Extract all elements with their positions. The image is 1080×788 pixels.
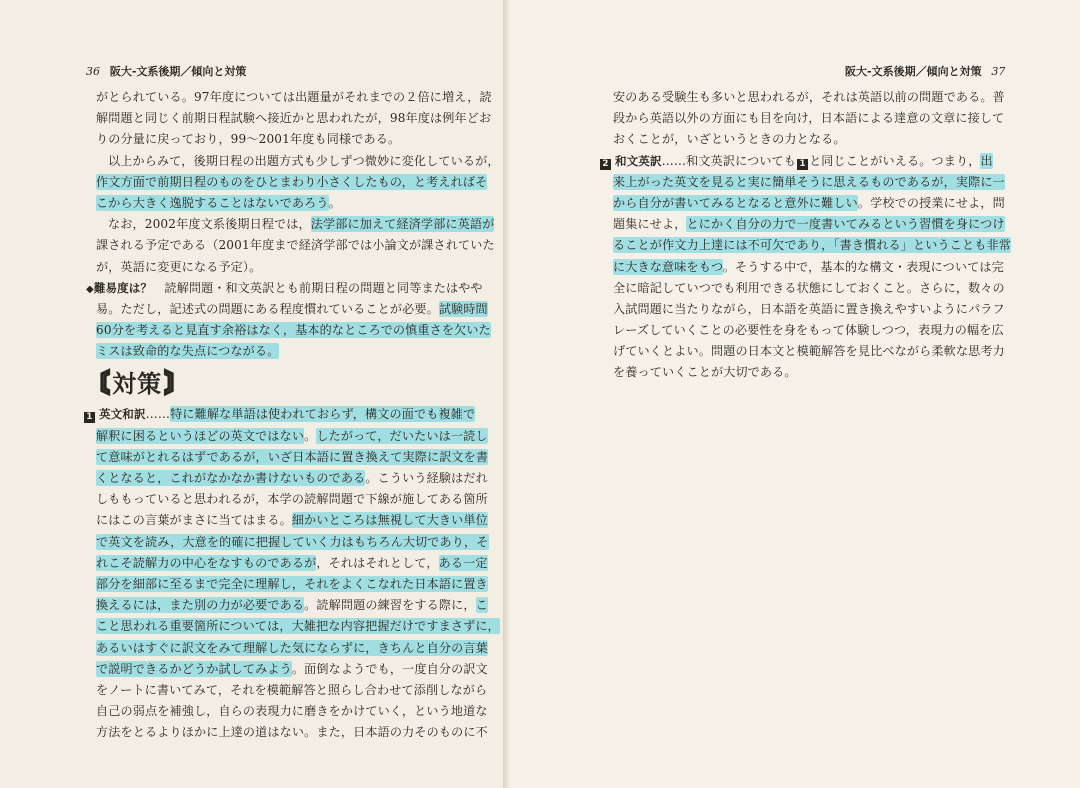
highlighted-text: 出 xyxy=(980,153,993,168)
highlighted-text: で説明できるかどうか試してみよう xyxy=(96,661,292,676)
text-fragment: なお，2002年度文系後期日程では， xyxy=(108,217,311,232)
highlighted-text: こ xyxy=(475,598,488,613)
section-left-mark: 〘 xyxy=(84,368,111,399)
section-title: 対策 xyxy=(112,369,163,398)
text-line: がとられている。97年度については出題量がそれまでの２倍に増え，読 xyxy=(96,90,492,104)
text-fragment: 。学校での授業にせよ，問 xyxy=(857,195,1005,210)
right-page xyxy=(510,0,1080,788)
highlighted-text: ることが作文力上達には不可欠であり，「書き慣れる」ということも非常 xyxy=(613,238,1011,253)
text-line: 課される予定である（2001年度まで経済学部では小論文が課されていた xyxy=(96,238,495,253)
left-page-number: 36 xyxy=(86,65,100,78)
text-line: 段から英語以外の方面にも目を向け，日本語による達意の文章に接して xyxy=(613,111,1005,126)
left-page xyxy=(0,0,505,788)
right-body xyxy=(602,87,1011,384)
highlighted-text: れこそ読解力の中心をなすものであるが xyxy=(96,555,317,570)
left-body xyxy=(84,87,500,743)
highlighted-text: 換えるには，また別の力が必要である xyxy=(96,598,305,613)
text-fragment: にはこの言葉がまさに当てはまる。 xyxy=(96,513,292,528)
text-fragment: 。こういう経験はだれ xyxy=(365,471,488,485)
highlighted-text: 細かいところは無視して大きい単位 xyxy=(291,513,488,528)
highlighted-text: ある一定 xyxy=(438,555,488,570)
text-fragment: 題集にせよ， xyxy=(613,217,687,232)
text-line: 解問題と同じく前期日程試験へ接近かと思われたが，98年度は例年どお xyxy=(96,111,492,126)
text-line: を養っていくことが大切である。 xyxy=(613,365,797,380)
text-fragment: …… xyxy=(145,407,171,422)
item-title: 英文和訳 xyxy=(99,407,146,422)
text-line: おくことが，いざというときの力となる。 xyxy=(613,132,846,147)
difficulty-label: 難易度は？ xyxy=(93,280,153,295)
text-line: レーズしていくことの必要性を身をもって体験しつつ，表現力の幅を広 xyxy=(613,323,1004,338)
text-line: をノートに書いてみて，それを模範解答と照らし合わせて添削しながら xyxy=(96,682,488,697)
text-line: 自己の弱点を補強し，自らの表現力に磨きをかけていく，という地道な xyxy=(96,704,488,719)
text-fragment: 易。ただし，記述式の問題にある程度慣れていることが必要。 xyxy=(96,301,439,316)
section-right-mark: 〙 xyxy=(164,368,191,399)
highlighted-text: 試験時間 xyxy=(438,301,488,316)
highlighted-text: 60分を考えると見直す余裕はなく，基本的なところでの慎重さを欠いた xyxy=(96,323,491,338)
left-page-header xyxy=(86,63,246,79)
item-reference-badge: 1 xyxy=(797,159,808,170)
highlighted-text: 作文方面で前期日程のものをひとまわり小さくしたもの，と考えればそ xyxy=(96,174,488,189)
highlighted-text: くとなると，これがなかなか書けないものである xyxy=(96,471,366,485)
text-line: 以上からみて，後期日程の出題方式も少しずつ微妙に変化しているが， xyxy=(108,153,500,168)
highlighted-text: したがって，だいたいは一読し xyxy=(316,428,488,443)
text-fragment: 。読解問題の練習をする際に， xyxy=(304,598,476,613)
item-title: 和文英訳 xyxy=(615,153,662,168)
highlighted-text: とにかく自分の力で一度書いてみるという習慣を身につけ xyxy=(686,217,1005,232)
section-heading xyxy=(84,366,500,402)
right-running-title: 阪大-文系後期／傾向と対策 xyxy=(845,65,982,78)
text-line: 安のある受験生も多いと思われるが，それは英語以前の問題である。普 xyxy=(613,90,1005,104)
highlighted-text: こと思われる重要箇所については，大雑把な内容把握だけですまさずに， xyxy=(96,619,500,634)
right-page-number: 37 xyxy=(991,65,1006,78)
highlighted-text: で英文を読み，大意を的確に把握していく力はもちろん大切であり，そ xyxy=(96,534,489,549)
text-line: りの分量に戻っており，99〜2001年度も同様である。 xyxy=(96,132,401,147)
item-number-badge: 1 xyxy=(84,412,95,423)
text-fragment: 。 xyxy=(328,195,341,210)
highlighted-text: から自分が書いてみるとなると意外に難しい xyxy=(613,195,858,210)
highlighted-text: 解釈に困るというほどの英文ではない xyxy=(96,428,305,443)
text-fragment: ，それはそれとして， xyxy=(316,555,439,570)
text-fragment: 読解問題・和文英訳とも前期日程の問題と同等またはやや xyxy=(152,280,483,295)
right-page-header xyxy=(845,63,1005,79)
text-fragment: 。 xyxy=(304,428,317,443)
text-line: 方法をとるよりほかに上達の道はない。また，日本語の力そのものに不 xyxy=(96,725,488,740)
highlighted-text: 来上がった英文を見ると実に簡単そうに思えるものであるが，実際に一 xyxy=(613,174,1005,189)
text-line: 入試問題に当たりながら，日本語を英語に置き換えやすいようにパラフ xyxy=(613,301,1005,316)
left-running-title: 阪大-文系後期／傾向と対策 xyxy=(109,65,247,78)
text-line: が，英語に変更になる予定）。 xyxy=(96,259,262,274)
highlighted-text: こから大きく逸脱することはないであろう xyxy=(96,195,329,210)
text-fragment: ……和文英訳についても xyxy=(661,153,797,168)
text-fragment: 。面倒なようでも，一度自分の訳文 xyxy=(291,661,488,676)
item-number-badge: 2 xyxy=(600,159,611,170)
highlighted-text: ミスは致命的な失点につながる。 xyxy=(96,344,280,359)
text-line: しももっていると思われるが，本学の読解問題で下線が施してある箇所 xyxy=(96,492,488,507)
text-line: げていくとよい。問題の日本文と模範解答を見比べながら柔軟な思考力 xyxy=(613,344,1005,359)
diamond-icon: ◆ xyxy=(86,283,94,295)
text-fragment: 。そうする中で，基本的な構文・表現については完 xyxy=(722,259,1004,274)
highlighted-text: て意味がとれるはずであるが，いざ日本語に置き換えて実際に訳文を書 xyxy=(96,449,489,464)
highlighted-text: 部分を細部に至るまで完全に理解し，それをよくこなれた日本語に置き xyxy=(96,576,488,591)
highlighted-text: 法学部に加えて経済学部に英語が xyxy=(310,217,495,232)
highlighted-text: あるいはすぐに訳文をみて理解した気にならずに，きちんと自分の言葉 xyxy=(96,640,488,655)
text-fragment: と同じことがいえる。つまり， xyxy=(809,153,981,168)
highlighted-text: 特に難解な単語は使われておらず，構文の面でも複雑で xyxy=(170,407,476,422)
highlighted-text: に大きな意味をもつ xyxy=(613,259,723,274)
text-line: 全に暗記していつでも利用できる状態にしておくこと。さらに，数々の xyxy=(613,280,1005,295)
